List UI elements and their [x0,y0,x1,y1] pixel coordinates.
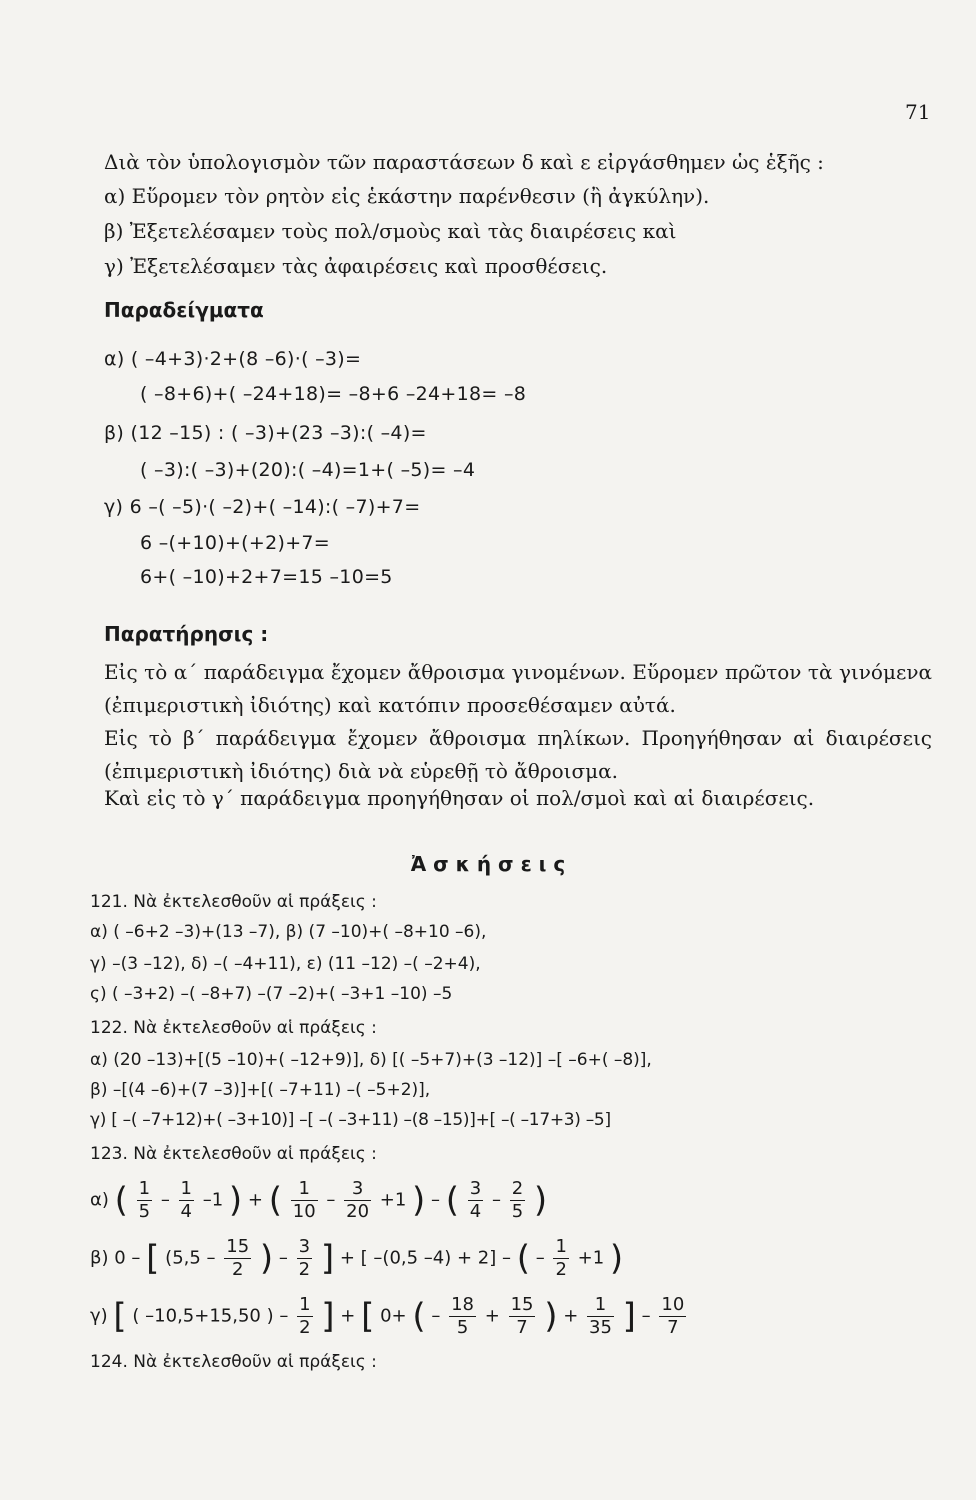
fraction [344,1180,371,1221]
numerator: 3 [469,1178,482,1199]
operator: – [641,1305,651,1327]
numerator: 18 [451,1294,474,1315]
denominator: 20 [346,1201,370,1222]
intro-line-2: α) Εὕρομεν τὸν ρητὸν εἰς ἑκάστην παρένθεσιν (ἢ ἀγκύλην). [104,184,710,208]
paren-open: ( [114,1180,128,1221]
label-gamma: γ) [90,1305,108,1327]
exercises-heading: Ἀ σ κ ή σ ε ι ς [410,852,566,876]
paren-close: ) [412,1180,426,1221]
example-alpha-1: α) ( –4+3)·2+(8 –6)·( –3)= [104,348,362,370]
operator: 0+ [380,1305,407,1327]
fraction [553,1238,568,1279]
example-beta-2: ( –3):( –3)+(20):( –4)=1+( –5)= –4 [140,459,476,481]
fraction [297,1238,312,1279]
remark-paragraph-2: Εἰς τὸ β΄ παράδειγμα ἔχομεν ἄθροισμα πηλίκων. Προηγήθησαν αἱ διαιρέσεις (ἐπιμεριστικὴ ἰδιότης) διὰ νὰ εὑρεθῇ τὸ ἄθροισμα. [104,726,932,783]
operator: – [535,1247,545,1269]
exercise-123-gamma [90,1296,689,1337]
expr-part: (5,5 – [165,1247,216,1269]
bracket-open: [ [113,1296,127,1337]
fraction [509,1296,536,1337]
numerator: 15 [510,1294,534,1315]
example-gamma-1: γ) 6 –( –5)·( –2)+( –14):( –7)+7= [104,496,421,518]
exercise-124-head: 124. Νὰ ἐκτελεσθοῦν αἱ πράξεις : [90,1352,377,1372]
example-gamma-2: 6 –(+10)+(+2)+7= [140,532,331,554]
operator: + [247,1189,264,1211]
paren-open: ( [445,1180,460,1221]
operator: –1 [202,1189,224,1211]
denominator: 2 [232,1259,244,1280]
operator: + [484,1305,500,1327]
numerator: 1 [555,1236,567,1257]
fraction [297,1296,312,1337]
operator: – [431,1305,441,1327]
exercise-121-line-2: γ) –(3 –12), δ) –( –4+11), ε) (11 –12) –( –2+4), [90,954,481,974]
remark-paragraph-3: Καὶ εἰς τὸ γ΄ παράδειγμα προηγήθησαν οἱ πολ/σμοὶ καὶ αἱ διαιρέσεις. [104,786,815,810]
denominator: 2 [299,1317,311,1338]
paren-open: ( [412,1296,426,1337]
paren-open: ( [268,1180,283,1221]
example-alpha-2: ( –8+6)+( –24+18)= –8+6 –24+18= –8 [140,383,527,405]
numerator: 3 [298,1236,311,1257]
paren-close: ) [609,1238,624,1279]
paren-close: ) [259,1238,274,1279]
exercise-122-line-1: α) (20 –13)+[(5 –10)+( –12+9)], δ) [( –5+7)+(3 –12)] –[ –6+( –8)], [90,1050,652,1070]
fraction [224,1238,251,1279]
operator: + [563,1305,579,1327]
fraction [587,1296,614,1337]
exercise-123-beta [90,1238,623,1279]
operator: + [340,1305,356,1327]
exercise-121-line-1: α) ( –6+2 –3)+(13 –7), β) (7 –10)+( –8+10 –6), [90,922,487,942]
numerator: 1 [587,1296,614,1317]
exercise-122-line-3: γ) [ –( –7+12)+( –3+10)] –[ –( –3+11) –(8 –15)]+[ –( –17+3) –5] [90,1110,611,1130]
intro-line-3: β) Ἐξετελέσαμεν τοὺς πολ/σμοὺς καὶ τὰς διαιρέσεις καὶ [104,219,677,243]
paren-close: ) [533,1180,548,1221]
bracket-close: ] [321,1296,335,1337]
operator: – [278,1247,288,1269]
exercise-121-head: 121. Νὰ ἐκτελεσθοῦν αἱ πράξεις : [90,892,377,912]
intro-line-4: γ) Ἐξετελέσαμεν τὰς ἀφαιρέσεις καὶ προσθέσεις. [104,254,608,278]
examples-heading: Παραδείγματα [104,298,264,322]
denominator: 35 [589,1317,612,1338]
remark-paragraph-1: Εἰς τὸ α΄ παράδειγμα ἔχομεν ἄθροισμα γινομένων. Εὕρομεν πρῶτον τὰ γινόμενα (ἐπιμεριστικὴ ἰδιότης) καὶ κατόπιν προσεθέσαμεν αὐτά. [104,660,932,717]
example-gamma-3: 6+( –10)+2+7=15 –10=5 [140,566,393,588]
fraction [468,1180,483,1221]
numerator: 2 [511,1178,524,1199]
operator: – [431,1189,441,1211]
exercise-121-line-3: ς) ( –3+2) –( –8+7) –(7 –2)+( –3+1 –10) –5 [90,984,453,1004]
label-beta: β) [90,1247,109,1269]
paren-open: ( [516,1238,530,1279]
exercise-123-alpha [90,1180,547,1221]
numerator: 10 [661,1294,685,1315]
exercise-123-head: 123. Νὰ ἐκτελεσθοῦν αἱ πράξεις : [90,1144,377,1164]
exercise-122-head: 122. Νὰ ἐκτελεσθοῦν αἱ πράξεις : [90,1018,377,1038]
bracket-close: ] [320,1238,335,1279]
expr-part: 0 – [114,1247,141,1269]
denominator: 7 [667,1317,679,1338]
operator: +1 [379,1189,407,1211]
bracket-open: [ [146,1238,160,1279]
fraction [449,1296,476,1337]
paren-close: ) [228,1180,243,1221]
denominator: 2 [298,1259,311,1280]
bracket-open: [ [361,1296,375,1337]
bracket-close: ] [622,1296,636,1337]
numerator: 1 [180,1178,192,1199]
denominator: 5 [511,1201,524,1222]
expr-part: [ –(0,5 –4) + 2] – [360,1247,511,1269]
denominator: 5 [138,1201,151,1222]
fraction [291,1180,318,1221]
denominator: 7 [516,1317,528,1338]
numerator: 15 [226,1236,250,1257]
denominator: 4 [180,1201,192,1222]
fraction [137,1180,152,1221]
page-number: 71 [905,100,931,124]
expr-part: ( –10,5+15,50 ) – [132,1305,289,1327]
fraction [659,1296,686,1337]
operator: – [160,1189,170,1211]
exercise-122-line-2: β) –[(4 –6)+(7 –3)]+[( –7+11) –( –5+2)], [90,1080,431,1100]
fraction [179,1180,194,1221]
denominator: 4 [469,1201,482,1222]
denominator: 10 [292,1201,316,1222]
denominator: 5 [456,1317,469,1338]
operator: + [339,1247,355,1269]
operator: – [326,1189,336,1211]
remark-heading: Παρατήρησις : [104,622,269,646]
label-alpha: α) [90,1189,109,1211]
numerator: 3 [344,1180,371,1201]
denominator: 2 [555,1259,567,1280]
paren-close: ) [544,1296,558,1337]
example-beta-1: β) (12 –15) : ( –3)+(23 –3):( –4)= [104,422,427,444]
operator: +1 [577,1247,605,1269]
fraction [510,1180,525,1221]
numerator: 1 [291,1180,318,1201]
numerator: 1 [138,1178,151,1199]
intro-line-1: Διὰ τὸν ὑπολογισμὸν τῶν παραστάσεων δ καὶ ε εἰργάσθημεν ὡς ἑξῆς : [104,150,824,174]
numerator: 1 [299,1294,311,1315]
operator: – [491,1189,501,1211]
